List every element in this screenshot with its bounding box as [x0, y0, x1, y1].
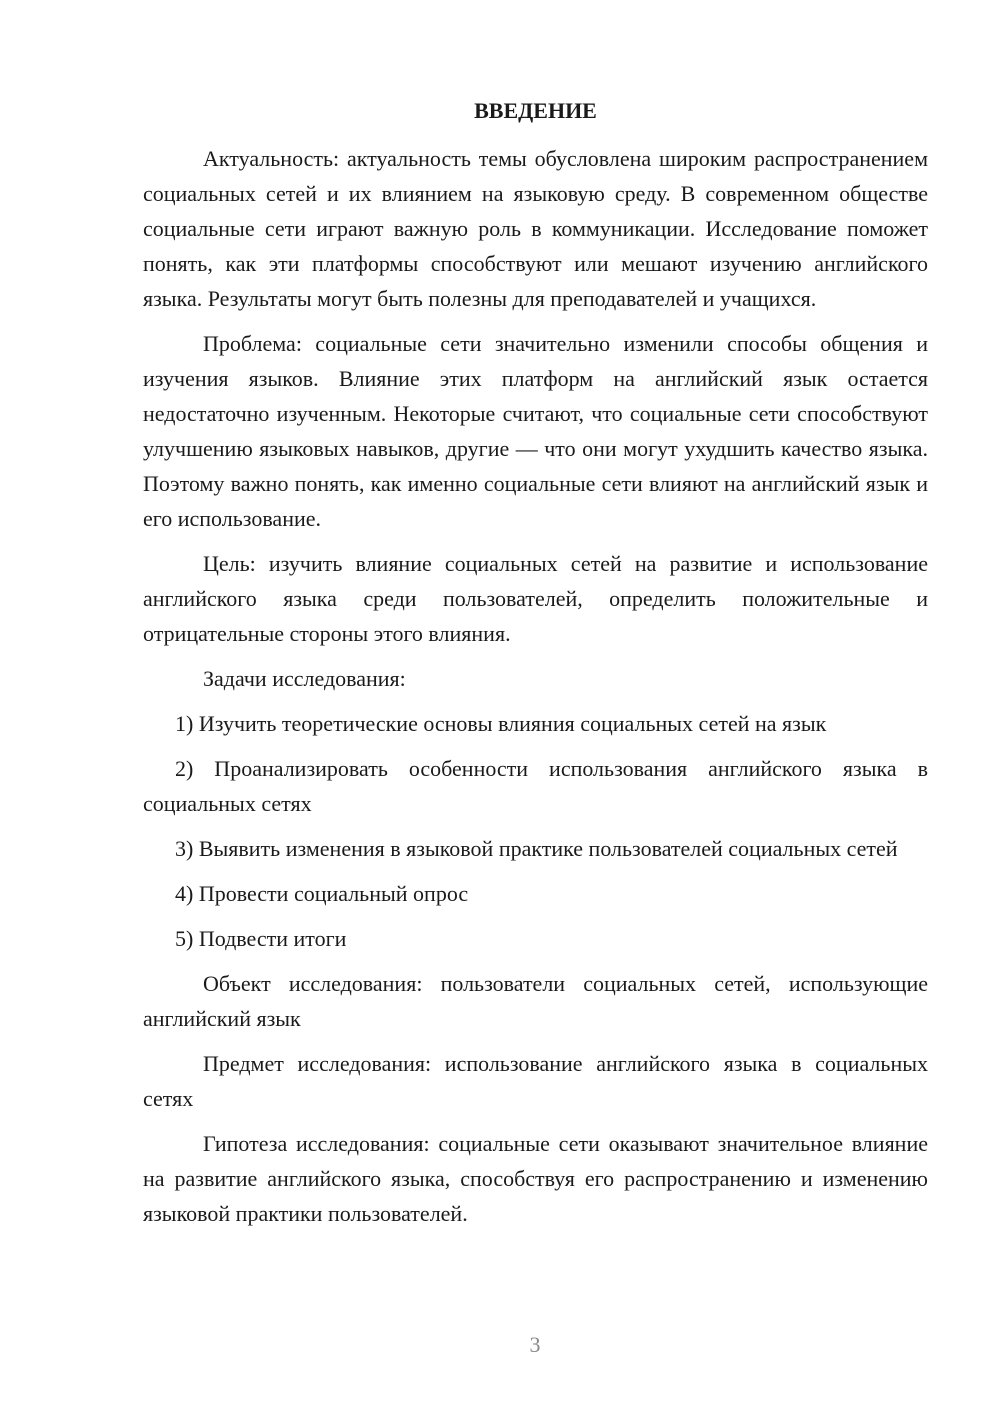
page-number: 3 — [529, 1332, 541, 1357]
tasks-heading: Задачи исследования: — [203, 666, 406, 691]
goal-paragraph: Цель: изучить влияние социальных сетей на развитие и использование английского языка среди пользователей, определить положительные и отрицательные стороны этого влияния. — [143, 551, 928, 646]
object-paragraph: Объект исследования: пользователи социальных сетей, использующие английский язык — [143, 971, 928, 1031]
task-item-4: 4) Провести социальный опрос — [175, 881, 469, 906]
hypothesis-paragraph: Гипотеза исследования: социальные сети оказывают значительное влияние на развитие английского языка, способствуя его распространению и изменению языковой практики пользователей. — [143, 1131, 928, 1226]
subject-paragraph: Предмет исследования: использование английского языка в социальных сетях — [143, 1051, 928, 1111]
problem-paragraph: Проблема: социальные сети значительно изменили способы общения и изучения языков. Влияние этих платформ на английский язык остается недостаточно изученным. Некоторые считают, что социальные сети способствуют улучшению языковых навыков, другие — что они могут ухудшить качество языка. Поэтому важно понять, как именно социальные сети влияют на английский язык и его использование. — [143, 331, 928, 531]
relevance-paragraph: Актуальность: актуальность темы обусловлена широким распространением социальных сетей и их влиянием на языковую среду. В современном обществе социальные сети играют важную роль в коммуникации. Исследование поможет понять, как эти платформы способствуют или мешают изучению английского языка. Результаты могут быть полезны для преподавателей и учащихся. — [143, 146, 928, 311]
task-item-1: 1) Изучить теоретические основы влияния социальных сетей на язык — [175, 711, 827, 736]
task-item-5: 5) Подвести итоги — [175, 926, 347, 951]
page-content — [143, 93, 928, 1241]
page-title: ВВЕДЕНИЕ — [474, 98, 597, 123]
task-item-2: 2) Проанализировать особенности использования английского языка в социальных сетях — [143, 756, 928, 816]
task-item-3: 3) Выявить изменения в языковой практике пользователей социальных сетей — [175, 836, 898, 861]
